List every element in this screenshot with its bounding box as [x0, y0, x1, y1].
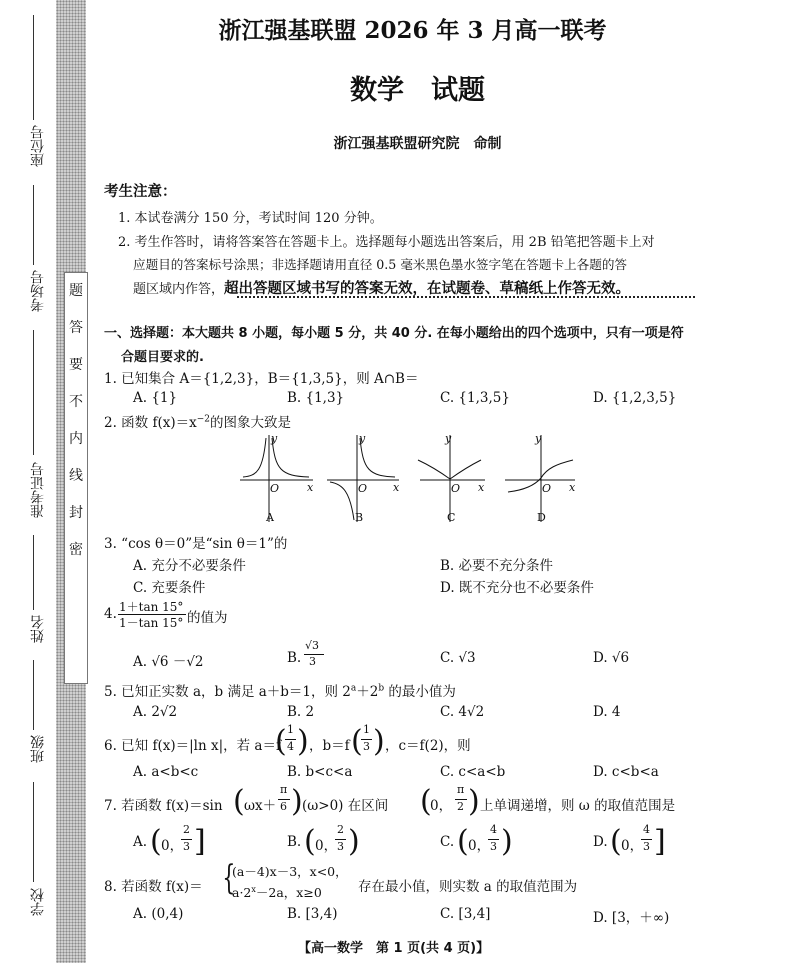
warning-char: 内 [69, 431, 83, 447]
q2-graphs [235, 430, 585, 528]
q2-stem [104, 411, 291, 431]
notice-text: 题区域内作答， [133, 282, 225, 297]
q8-stem-a: 8. 若函数 f(x)＝ [104, 879, 203, 895]
q2-graph-label-b: B [355, 511, 364, 524]
q6-option-d: D. c<b<a [593, 764, 659, 780]
q7-option-d-den: 3 [643, 840, 650, 853]
q7-int-num: π [457, 783, 465, 796]
q7-option-a-value: 0， [161, 838, 184, 854]
q2c-x-label: x [478, 481, 485, 494]
q4-tail: 的值为 [187, 610, 228, 626]
q2d-x-label: x [569, 481, 576, 494]
q2b-curve-right [360, 438, 395, 477]
q8-brace: { [222, 858, 236, 898]
q7-option-d-value: 0， [621, 838, 644, 854]
q8-option-a: A. (0,4) [133, 906, 184, 922]
q2b-x-label: x [393, 481, 400, 494]
warning-char: 线 [69, 468, 83, 484]
q7-interval-start: 0， [430, 798, 453, 814]
q7-option-c-den: 3 [490, 840, 497, 853]
q7-option-c-value: 0， [468, 838, 491, 854]
q7-option-c-num: 4 [490, 823, 497, 836]
q6-paren: ) [373, 724, 385, 759]
q1-option-b: B. {1,3} [287, 390, 345, 406]
q8-case-2 [232, 883, 322, 901]
notice-item-2: 2. 考生作答时，请将答案答在答题卡上。选择题每小题选出答案后，用 2B 铅笔把答题卡上对 [118, 235, 655, 250]
emphasis-underline [237, 296, 695, 298]
q6-mid: ，b＝f [309, 738, 350, 754]
q2-text: 的图象大致是 [210, 415, 292, 431]
exam-title: 浙江强基联盟 2026 年 3 月高一联考 [218, 17, 607, 44]
q2a-curve-left [243, 438, 266, 477]
q7-option-b-open: ( [304, 824, 316, 859]
q2-graph-label-d: D [537, 511, 546, 524]
warning-char: 封 [69, 505, 83, 521]
q2b-origin: O [358, 482, 368, 495]
q7-paren: ( [233, 784, 245, 819]
q3-option-d: D. 既不充分也不必要条件 [440, 580, 594, 596]
q3-stem: 3. “cos θ＝0”是“sin θ＝1”的 [104, 536, 288, 552]
warning-char: 题 [69, 283, 83, 299]
q4-number: 4. [104, 606, 117, 622]
q4-option-a: A. √6 －√2 [133, 654, 204, 670]
q2b-curve-left [330, 482, 354, 520]
q4-option-d: D. √6 [593, 650, 630, 666]
q1-option-c: C. {1,3,5} [440, 390, 510, 406]
q7-stem-a: 7. 若函数 f(x)＝sin [104, 798, 223, 814]
admission-number-label: 准考证号 [30, 462, 46, 518]
fill-line [33, 185, 34, 265]
q7-option-a-num: 2 [183, 823, 190, 836]
q8-case-2-text: a·2 [232, 885, 252, 900]
q5-option-d: D. 4 [593, 704, 621, 720]
q7-inner: ωx＋ [244, 798, 277, 814]
warning-char: 要 [69, 357, 83, 373]
notice-emphasis: 超出答题区域书写的答案无效，在试题卷、草稿纸上作答无效。 [224, 281, 631, 297]
q7-option-a-label: A. [133, 834, 148, 850]
q7-option-c-close: ) [501, 824, 513, 859]
q7-int-den: 2 [457, 800, 464, 813]
fill-line [33, 660, 34, 730]
q5-text: 5. 已知正实数 a，b 满足 a＋b＝1，则 2 [104, 684, 351, 700]
q2c-y-label: y [445, 432, 452, 445]
q7-option-d-num: 4 [643, 823, 650, 836]
q7-option-b-close: ) [348, 824, 360, 859]
q6-frac2-num: 1 [363, 723, 370, 736]
q2-graph-label-a: A [266, 511, 274, 524]
q2d-y-label: y [535, 432, 542, 445]
q5-exp: b [378, 683, 385, 694]
q6-option-c: C. c<a<b [440, 764, 506, 780]
q6-paren: ( [351, 724, 363, 759]
fill-line [33, 535, 34, 610]
q6-frac2-den: 3 [363, 740, 370, 753]
q7-option-b-den: 3 [337, 840, 344, 853]
q7-option-d-close: ] [654, 824, 666, 859]
q4-option-c: C. √3 [440, 650, 476, 666]
notice-item-2-line-2: 应题目的答案标号涂黑；非选择题请用直径 0.5 毫米黑色墨水签字笔在答题卡上各题的答 [133, 257, 628, 272]
q7-pi-den: 6 [280, 800, 287, 813]
notice-item-2-line-3 [133, 277, 630, 298]
warning-char: 密 [69, 542, 83, 558]
q7-option-a-open: ( [150, 824, 162, 859]
q7-paren: ( [420, 784, 432, 819]
q7-option-c-label: C. [440, 834, 455, 850]
q7-option-d-open: ( [610, 824, 622, 859]
q7-option-b-label: B. [287, 834, 302, 850]
q2c-origin: O [451, 482, 461, 495]
q8-option-b: B. [3,4) [287, 906, 338, 922]
q2-exponent: −2 [196, 414, 211, 425]
fill-line [33, 782, 34, 882]
q5-option-c: C. 4√2 [440, 704, 485, 720]
q4-option-b-den: 3 [309, 655, 316, 668]
q1-option-a: A. {1} [133, 390, 178, 406]
q2d-origin: O [542, 482, 552, 495]
q6-frac1-den: 4 [287, 740, 294, 753]
section-1-heading: 一、选择题：本大题共 8 小题，每小题 5 分，共 40 分. 在每小题给出的四个选项中，只有一项是符 [104, 326, 684, 341]
q5-stem [104, 680, 456, 700]
q3-option-c: C. 充要条件 [133, 580, 206, 596]
page-footer: 【高一数学 第 1 页(共 4 页)】 [298, 941, 490, 956]
q2-text: 2. 函数 f(x)＝x [104, 415, 197, 431]
exam-issuer: 浙江强基联盟研究院 命制 [333, 136, 502, 152]
q6-option-a: A. a<b<c [133, 764, 199, 780]
q6-frac1-num: 1 [287, 723, 294, 736]
q3-option-b: B. 必要不充分条件 [440, 558, 554, 574]
class-label: 班级 [30, 735, 46, 763]
school-label: 学校 [30, 888, 46, 916]
q2a-y-label: y [271, 432, 278, 445]
q5-option-b: B. 2 [287, 704, 315, 720]
q7-option-a-close: ] [194, 824, 206, 859]
q7-option-b-value: 0， [315, 838, 338, 854]
q6-paren: ( [275, 724, 287, 759]
q6-stem-b: ，c＝f(2)，则 [385, 738, 471, 754]
q5-exp: a [350, 683, 357, 694]
q7-stem-c: 上单调递增，则 ω 的取值范围是 [480, 798, 676, 814]
q7-stem-b: (ω>0) 在区间 [302, 798, 389, 814]
q4-option-b: B. [287, 650, 302, 666]
q6-stem-a: 6. 已知 f(x)＝|ln x|，若 a＝f [104, 738, 281, 754]
q4-option-b-num: √3 [305, 639, 320, 652]
q5-text: ＋2 [356, 684, 379, 700]
q2a-origin: O [270, 482, 280, 495]
fill-line [33, 330, 34, 455]
q2b-y-label: y [359, 432, 366, 445]
q8-case-2-text: －2a，x≥0 [255, 885, 322, 900]
q2a-curve-right [272, 438, 309, 477]
q7-paren: ) [291, 784, 303, 819]
q8-case-1: (a－4)x－3，x<0， [232, 864, 348, 879]
q1-option-d: D. {1,2,3,5} [593, 390, 677, 406]
q7-option-c-open: ( [457, 824, 469, 859]
q1-stem: 1. 已知集合 A＝{1,2,3}，B＝{1,3,5}，则 A∩B＝ [104, 371, 419, 387]
q3-option-a: A. 充分不必要条件 [133, 558, 246, 574]
q7-option-b-num: 2 [337, 823, 344, 836]
exam-subtitle: 数学 试题 [350, 75, 485, 106]
q8-option-d: D. [3，＋∞) [593, 910, 670, 926]
q2-graph-label-c: C [447, 511, 456, 524]
q7-option-a-den: 3 [183, 840, 190, 853]
exam-room-label: 考场号 [30, 270, 46, 312]
q8-case-2-exp: x [251, 884, 256, 894]
q5-option-a: A. 2√2 [133, 704, 178, 720]
q6-option-b: B. b<c<a [287, 764, 353, 780]
warning-char: 答 [69, 320, 83, 336]
q7-pi-num: π [280, 783, 288, 796]
seat-number-label: 座位号 [30, 125, 46, 167]
q6-paren: ) [297, 724, 309, 759]
notice-item-1: 1. 本试卷满分 150 分，考试时间 120 分钟。 [118, 211, 383, 226]
q8-option-c: C. [3,4] [440, 906, 491, 922]
q4-denominator: 1－tan 15° [119, 616, 184, 630]
notice-title: 考生注意： [104, 183, 177, 200]
q7-option-d-label: D. [593, 834, 608, 850]
name-label: 姓名 [30, 615, 46, 643]
q2a-x-label: x [307, 481, 314, 494]
q5-text: 的最小值为 [384, 684, 456, 700]
seal-line-warning [64, 272, 88, 684]
q8-stem-b: 存在最小值，则实数 a 的取值范围为 [358, 879, 578, 895]
section-1-heading-line-2: 合题目要求的. [121, 350, 204, 365]
q4-numerator: 1＋tan 15° [119, 600, 184, 614]
warning-char: 不 [69, 394, 83, 410]
q7-paren: ) [468, 784, 480, 819]
